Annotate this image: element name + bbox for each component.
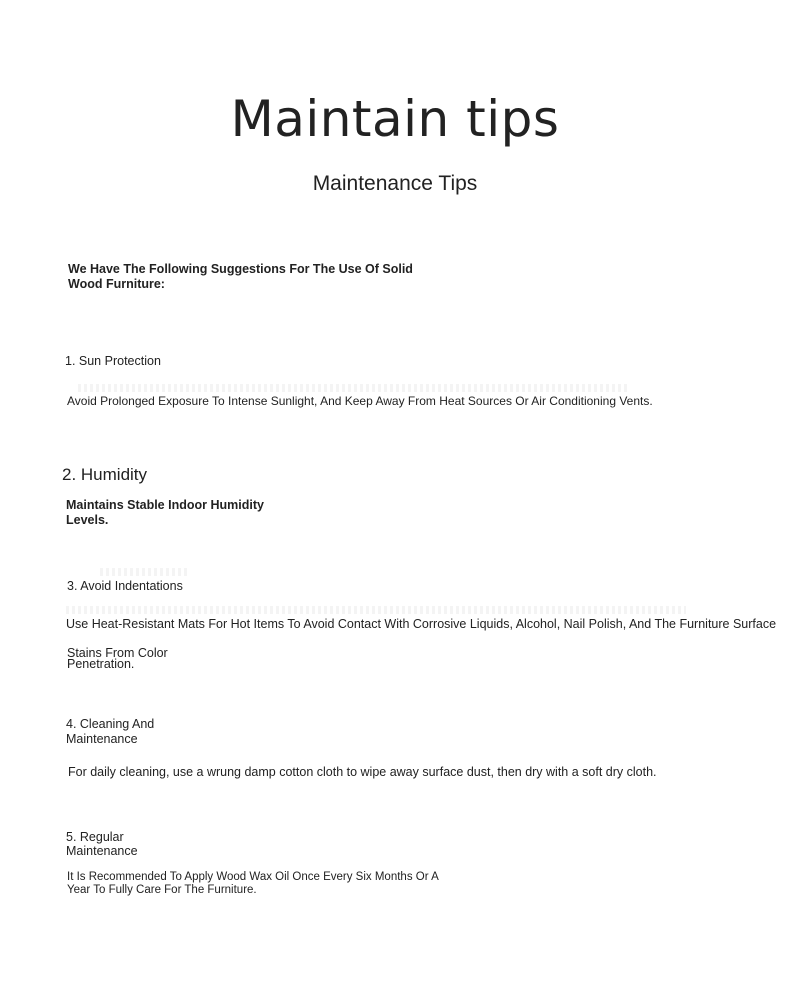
section-heading-humidity: 2. Humidity [62, 465, 148, 484]
section-body-regular [67, 871, 487, 897]
page-title: Maintain tips [230, 90, 560, 148]
cleaning-heading-line-1: 4. Cleaning And [66, 717, 155, 731]
indentations-line-2: Penetration. [67, 657, 135, 671]
intro-text [68, 262, 418, 292]
humidity-line-1: Maintains Stable Indoor Humidity [66, 498, 264, 512]
regular-body-line-2: Year To Fully Care For The Furniture. [67, 884, 257, 896]
intro-line-2: Wood Furniture: [68, 277, 165, 291]
section-heading-sun-protection: 1. Sun Protection [65, 354, 161, 368]
section-body-avoid-indentations: Use Heat-Resistant Mats For Hot Items To Avoid Contact With Corrosive Liquids, Alcohol, Nail Polish, And The Furniture Surface [66, 617, 777, 631]
intro-line-1: We Have The Following Suggestions For The Use Of Solid [68, 262, 413, 276]
section-heading-cleaning [66, 717, 216, 747]
humidity-line-2: Levels. [66, 513, 109, 527]
section-body-humidity [66, 498, 286, 528]
decorative-artifact [66, 606, 686, 614]
regular-heading-line-2: Maintenance [66, 844, 138, 858]
section-body-avoid-indentations-continued [67, 648, 227, 670]
indentations-line-1: Stains From Color [67, 646, 168, 660]
regular-heading-line-1: 5. Regular [66, 830, 124, 844]
cleaning-heading-line-2: Maintenance [66, 732, 138, 746]
regular-body-line-1: It Is Recommended To Apply Wood Wax Oil Once Every Six Months Or A [67, 871, 439, 883]
section-heading-regular [66, 830, 216, 858]
page-subtitle: Maintenance Tips [312, 172, 478, 195]
section-heading-avoid-indentations: 3. Avoid Indentations [67, 579, 183, 593]
decorative-artifact [78, 384, 628, 392]
section-body-sun-protection: Avoid Prolonged Exposure To Intense Sunlight, And Keep Away From Heat Sources Or Air Conditioning Vents. [67, 394, 653, 408]
section-body-cleaning: For daily cleaning, use a wrung damp cotton cloth to wipe away surface dust, then dry with a soft dry cloth. [68, 765, 657, 779]
decorative-artifact [100, 568, 190, 576]
